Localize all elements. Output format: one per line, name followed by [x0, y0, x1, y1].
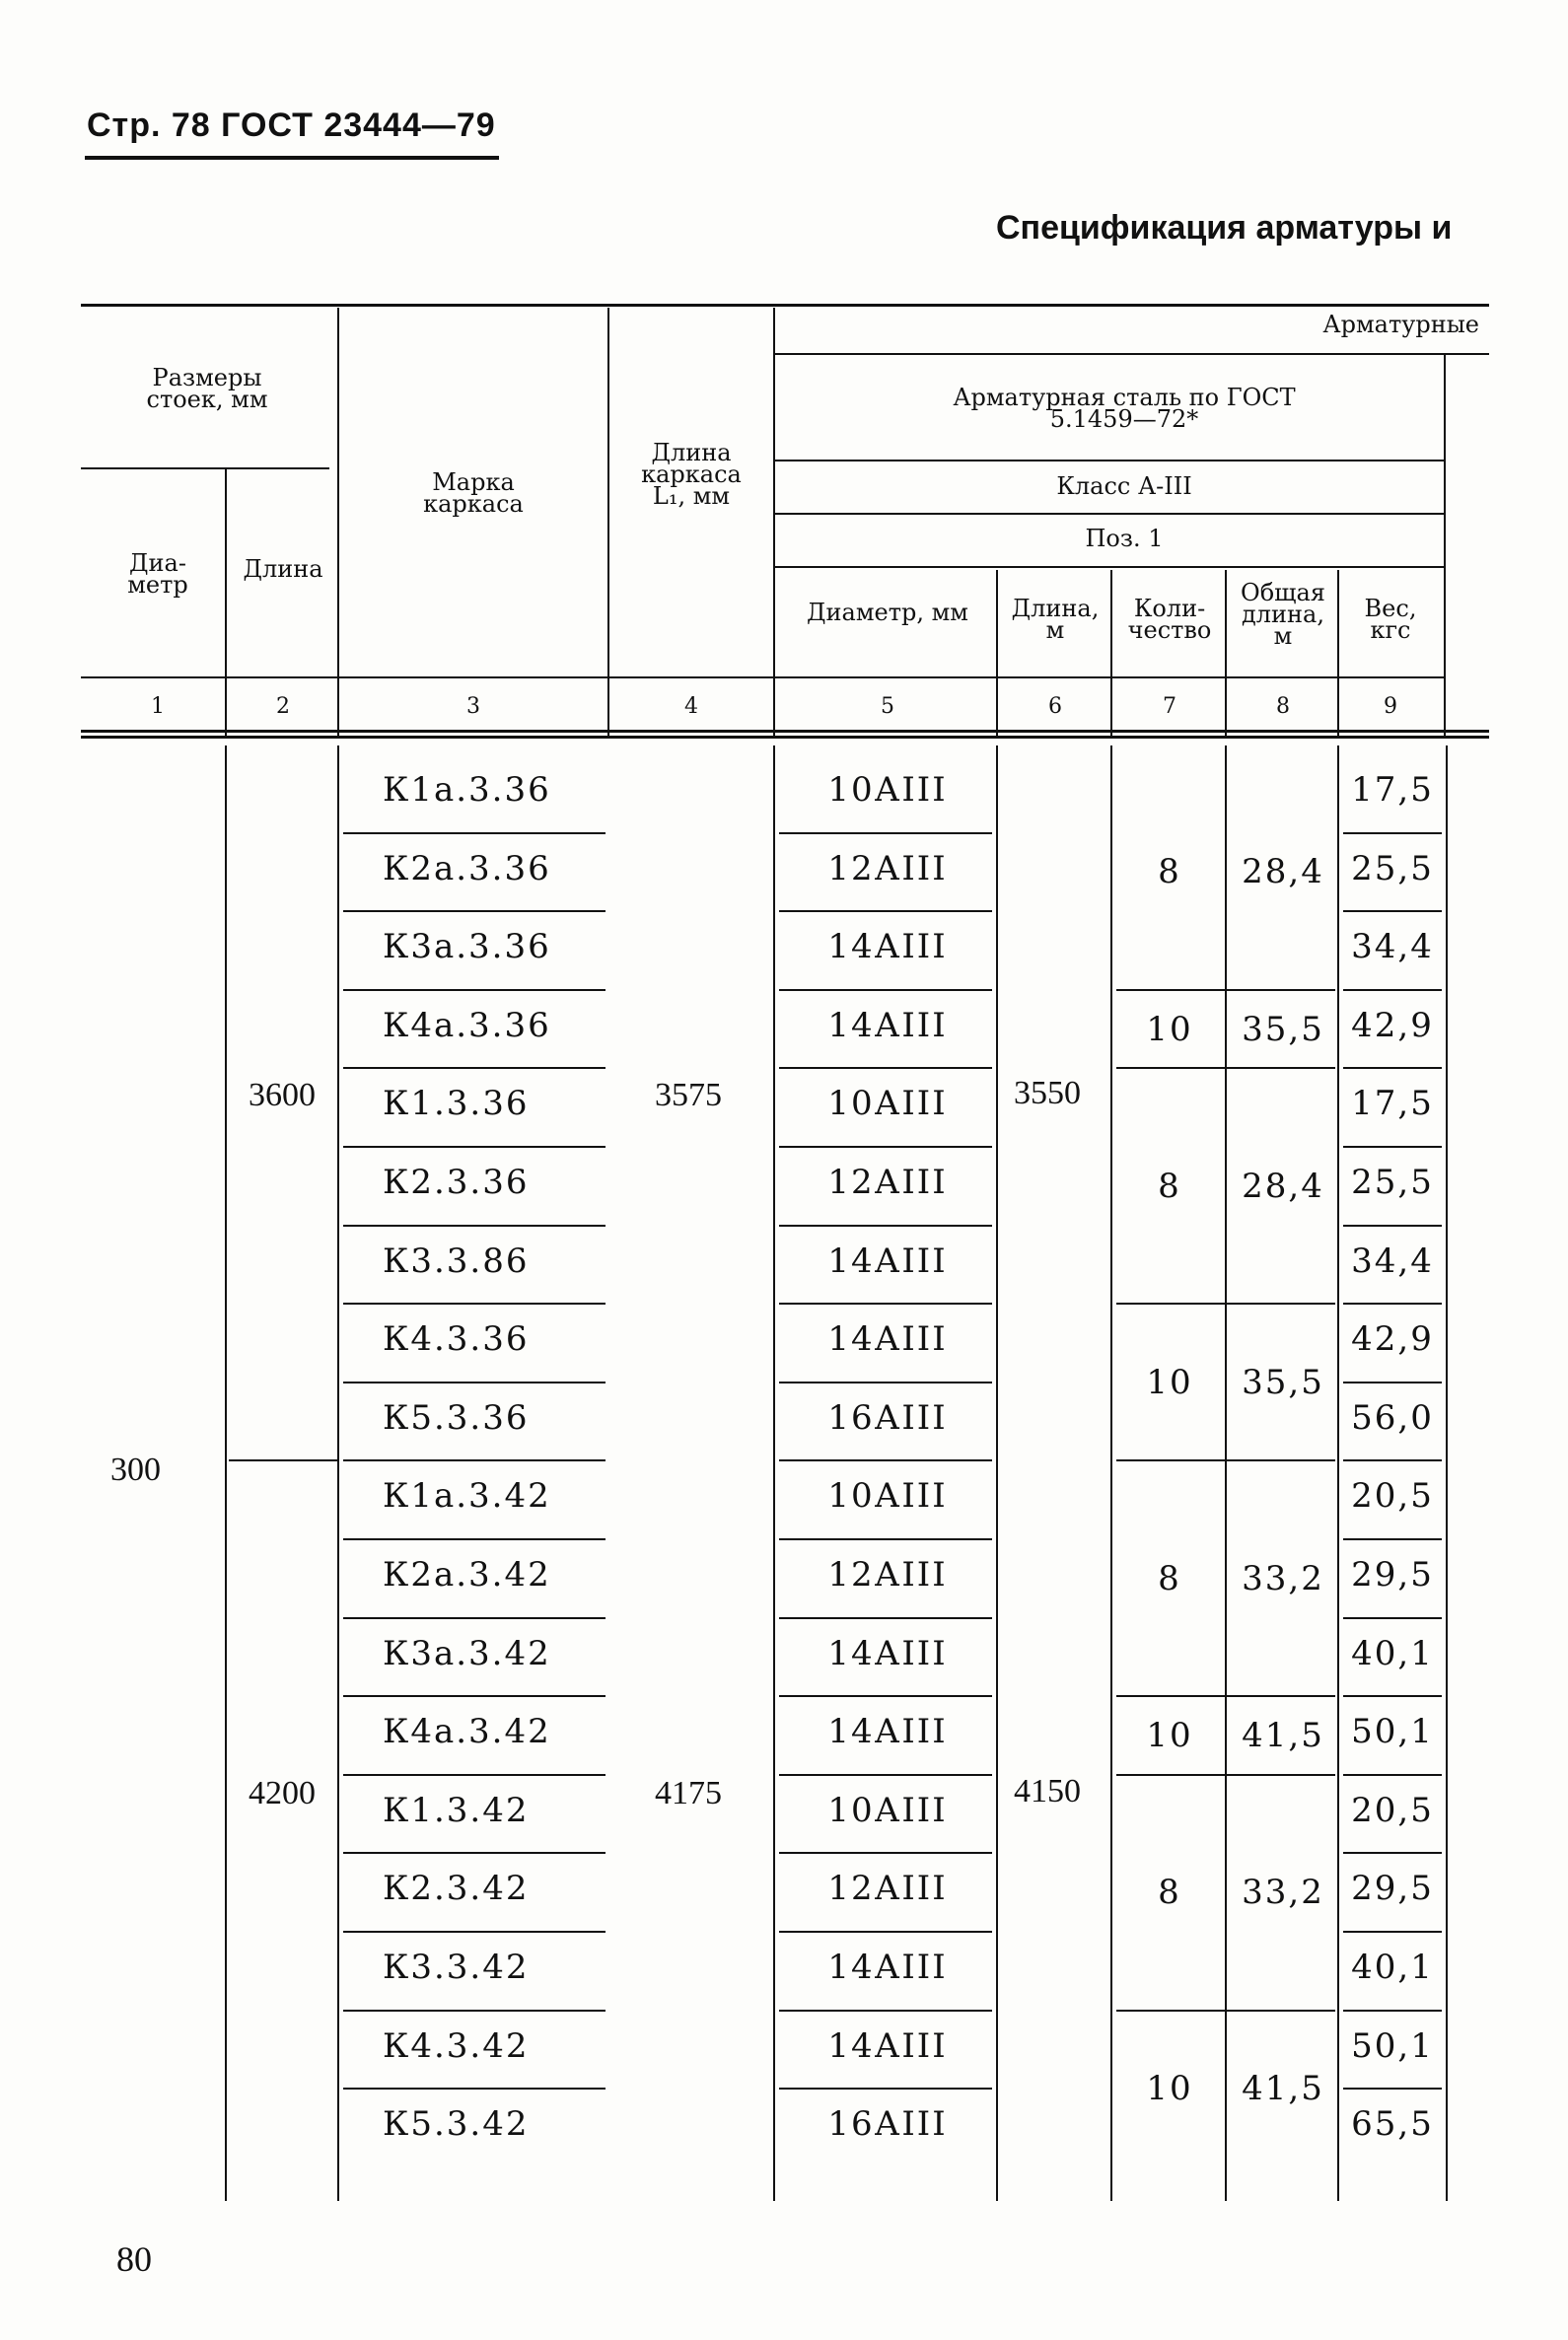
- header-rule: [81, 676, 1446, 678]
- length-value-group1: 3600: [249, 1077, 316, 1113]
- group-total-length: 41,5: [1242, 2069, 1324, 2109]
- row-weight: 50,1: [1351, 1712, 1434, 1752]
- col-steel-group: Арматурная сталь по ГОСТ 5.1459—72*: [953, 384, 1296, 433]
- row-weight: 20,5: [1351, 1476, 1434, 1517]
- col-bar-length: Длина, м: [1011, 595, 1100, 644]
- row-rule: [1343, 1225, 1442, 1227]
- header-divider: [225, 469, 227, 736]
- row-mark: К2.3.36: [383, 1163, 530, 1202]
- row-rule: [779, 910, 992, 912]
- row-rule: [779, 1225, 992, 1227]
- page-title: Спецификация арматуры и: [996, 209, 1453, 247]
- row-weight: 25,5: [1351, 848, 1434, 888]
- group-qty: 8: [1158, 852, 1181, 892]
- row-bar-diameter: 14АIII: [827, 1319, 948, 1360]
- row-rule: [1343, 2010, 1442, 2012]
- body-divider: [337, 745, 339, 2201]
- col-pos: Поз. 1: [1085, 525, 1164, 552]
- row-bar-diameter: 14АIII: [827, 1005, 948, 1045]
- col-number: 4: [684, 694, 698, 719]
- header-double-rule: [81, 736, 1489, 739]
- bar-length-group2: 4150: [1014, 1773, 1081, 1809]
- col-number: 6: [1048, 694, 1062, 719]
- row-bar-diameter: 10АIII: [827, 770, 948, 810]
- row-rule: [779, 1617, 992, 1619]
- row-rule: [1343, 1146, 1442, 1148]
- row-rule: [1343, 1303, 1442, 1305]
- col-group-rebar: Арматурные: [1322, 311, 1479, 338]
- group-total-length: 41,5: [1242, 1716, 1324, 1755]
- row-bar-diameter: 12АIII: [827, 1869, 948, 1909]
- col-number: 5: [881, 694, 894, 719]
- header-rule: [775, 513, 1446, 515]
- col-length: Длина: [243, 555, 323, 583]
- row-rule: [779, 2010, 992, 2012]
- body-divider: [996, 745, 998, 2201]
- row-rule: [1343, 1067, 1442, 1069]
- row-rule: [779, 1774, 992, 1776]
- header-divider: [607, 308, 609, 736]
- row-mark: К1.3.36: [383, 1084, 530, 1124]
- group-rule: [1116, 1774, 1335, 1776]
- row-bar-diameter: 14АIII: [827, 1241, 948, 1281]
- row-rule: [343, 1303, 606, 1305]
- row-bar-diameter: 10АIII: [827, 1084, 948, 1124]
- header-divider: [337, 308, 339, 736]
- row-mark: К1а.3.36: [383, 770, 551, 810]
- row-rule: [343, 1146, 606, 1148]
- row-rule: [343, 1617, 606, 1619]
- row-rule: [1343, 1852, 1442, 1854]
- row-rule: [343, 1225, 606, 1227]
- header-divider: [1110, 570, 1112, 736]
- header-rule: [775, 353, 1489, 355]
- group-rule: [1116, 1067, 1335, 1069]
- row-mark: К3.3.42: [383, 1948, 530, 1987]
- row-rule: [343, 1852, 606, 1854]
- row-mark: К5.3.42: [383, 2104, 530, 2145]
- length-value-group2: 4200: [249, 1775, 316, 1811]
- diameter-value: 300: [110, 1452, 161, 1488]
- group-qty: 10: [1146, 1009, 1193, 1049]
- row-rule: [1343, 1931, 1442, 1933]
- row-rule: [779, 1382, 992, 1383]
- row-rule: [779, 1695, 992, 1697]
- group-rule: [1116, 1303, 1335, 1305]
- row-weight: 42,9: [1351, 1319, 1434, 1360]
- row-bar-diameter: 14АIII: [827, 927, 948, 967]
- row-weight: 29,5: [1351, 1869, 1434, 1909]
- group-qty: 8: [1158, 1166, 1181, 1206]
- col-sizes: Размеры стоек, мм: [146, 364, 268, 413]
- col-qty: Коли- чество: [1127, 595, 1212, 644]
- group-qty: 10: [1146, 1362, 1193, 1402]
- row-rule: [779, 1303, 992, 1305]
- row-rule: [779, 1459, 992, 1461]
- group-total-length: 35,5: [1242, 1009, 1324, 1049]
- row-rule: [1343, 910, 1442, 912]
- row-bar-diameter: 14АIII: [827, 2025, 948, 2066]
- header-divider: [996, 570, 998, 736]
- row-weight: 29,5: [1351, 1555, 1434, 1595]
- group-total-length: 33,2: [1242, 1873, 1324, 1913]
- frame-length-group1: 3575: [655, 1077, 722, 1113]
- row-mark: К2а.3.42: [383, 1555, 551, 1595]
- row-bar-diameter: 16АIII: [827, 1397, 948, 1438]
- row-weight: 40,1: [1351, 1633, 1434, 1673]
- row-bar-diameter: 10АIII: [827, 1476, 948, 1517]
- header-rule: [775, 566, 1446, 568]
- col-bar-diameter: Диаметр, мм: [807, 599, 968, 626]
- row-mark: К4.3.36: [383, 1319, 530, 1360]
- bar-length-group1: 3550: [1014, 1075, 1081, 1111]
- row-weight: 65,5: [1351, 2104, 1434, 2145]
- row-mark: К1а.3.42: [383, 1476, 551, 1517]
- row-rule: [1343, 1695, 1442, 1697]
- group-rule: [1116, 1459, 1335, 1461]
- group-separator: [229, 1459, 337, 1461]
- col-total-length: Общая длина, м: [1241, 579, 1325, 650]
- row-weight: 56,0: [1351, 1397, 1434, 1438]
- header-rule: [81, 467, 329, 469]
- row-weight: 34,4: [1351, 1241, 1434, 1281]
- body-divider: [1110, 745, 1112, 2201]
- row-weight: 34,4: [1351, 927, 1434, 967]
- page-number: 80: [116, 2239, 152, 2279]
- col-number: 9: [1384, 694, 1397, 719]
- row-bar-diameter: 12АIII: [827, 848, 948, 888]
- col-mark: Марка каркаса: [423, 468, 524, 518]
- row-weight: 42,9: [1351, 1005, 1434, 1045]
- row-weight: 17,5: [1351, 770, 1434, 810]
- group-rule: [1116, 2010, 1335, 2012]
- body-divider: [773, 745, 775, 2201]
- row-weight: 40,1: [1351, 1948, 1434, 1987]
- row-mark: К3а.3.42: [383, 1633, 551, 1673]
- row-weight: 20,5: [1351, 1790, 1434, 1830]
- body-divider: [1446, 745, 1448, 2201]
- group-total-length: 28,4: [1242, 852, 1324, 892]
- row-rule: [343, 2088, 606, 2090]
- header-rule: [85, 156, 499, 160]
- row-mark: К3а.3.36: [383, 927, 551, 967]
- row-rule: [1343, 1538, 1442, 1540]
- row-rule: [779, 1852, 992, 1854]
- row-rule: [343, 910, 606, 912]
- row-rule: [343, 1382, 606, 1383]
- row-weight: 25,5: [1351, 1163, 1434, 1202]
- row-rule: [343, 1931, 606, 1933]
- row-rule: [343, 1774, 606, 1776]
- col-number: 7: [1163, 694, 1176, 719]
- row-bar-diameter: 14АIII: [827, 1633, 948, 1673]
- row-rule: [343, 1538, 606, 1540]
- row-bar-diameter: 16АIII: [827, 2104, 948, 2145]
- col-weight: Вес, кгс: [1364, 595, 1417, 644]
- row-mark: К3.3.86: [383, 1241, 530, 1281]
- group-qty: 10: [1146, 2069, 1193, 2109]
- row-rule: [1343, 1617, 1442, 1619]
- row-mark: К2.3.42: [383, 1869, 530, 1909]
- group-total-length: 35,5: [1242, 1362, 1324, 1402]
- row-mark: К1.3.42: [383, 1790, 530, 1830]
- group-total-length: 33,2: [1242, 1558, 1324, 1598]
- col-diameter: Диа- метр: [127, 549, 188, 599]
- row-bar-diameter: 10АIII: [827, 1790, 948, 1830]
- col-class: Класс А-III: [1056, 472, 1192, 500]
- row-mark: К4а.3.42: [383, 1712, 551, 1752]
- header-divider: [1225, 570, 1227, 736]
- row-bar-diameter: 12АIII: [827, 1163, 948, 1202]
- header-rule: [775, 460, 1446, 461]
- row-rule: [1343, 1382, 1442, 1383]
- row-mark: К5.3.36: [383, 1397, 530, 1438]
- row-bar-diameter: 14АIII: [827, 1712, 948, 1752]
- col-frame-length: Длина каркаса L₁, мм: [641, 439, 742, 510]
- row-bar-diameter: 12АIII: [827, 1555, 948, 1595]
- col-number: 1: [151, 694, 165, 719]
- row-rule: [779, 989, 992, 991]
- body-divider: [1337, 745, 1339, 2201]
- group-qty: 8: [1158, 1873, 1181, 1913]
- col-number: 3: [466, 694, 480, 719]
- row-weight: 50,1: [1351, 2025, 1434, 2066]
- col-number: 2: [276, 694, 290, 719]
- row-rule: [343, 2010, 606, 2012]
- frame-length-group2: 4175: [655, 1775, 722, 1811]
- row-rule: [343, 989, 606, 991]
- row-rule: [343, 832, 606, 834]
- row-rule: [343, 1459, 606, 1461]
- row-mark: К4.3.42: [383, 2025, 530, 2066]
- row-rule: [1343, 2088, 1442, 2090]
- row-rule: [343, 1067, 606, 1069]
- row-bar-diameter: 14АIII: [827, 1948, 948, 1987]
- header-double-rule: [81, 730, 1489, 733]
- body-divider: [1225, 745, 1227, 2201]
- row-rule: [1343, 832, 1442, 834]
- row-rule: [779, 2088, 992, 2090]
- group-qty: 10: [1146, 1716, 1193, 1755]
- row-mark: К2а.3.36: [383, 848, 551, 888]
- row-rule: [779, 832, 992, 834]
- group-rule: [1116, 989, 1335, 991]
- row-rule: [343, 1695, 606, 1697]
- page-reference: Стр. 78 ГОСТ 23444—79: [87, 106, 496, 144]
- row-rule: [779, 1538, 992, 1540]
- row-rule: [1343, 1774, 1442, 1776]
- table-top-rule: [81, 304, 1489, 307]
- row-weight: 17,5: [1351, 1084, 1434, 1124]
- row-rule: [1343, 989, 1442, 991]
- group-qty: 8: [1158, 1558, 1181, 1598]
- header-divider: [1337, 570, 1339, 736]
- header-divider: [773, 308, 775, 736]
- group-rule: [1116, 1695, 1335, 1697]
- row-rule: [1343, 1459, 1442, 1461]
- row-mark: К4а.3.36: [383, 1005, 551, 1045]
- row-rule: [779, 1931, 992, 1933]
- row-rule: [779, 1146, 992, 1148]
- header-divider: [1444, 355, 1446, 736]
- group-total-length: 28,4: [1242, 1166, 1324, 1206]
- body-divider: [225, 745, 227, 2201]
- col-number: 8: [1276, 694, 1290, 719]
- row-rule: [779, 1067, 992, 1069]
